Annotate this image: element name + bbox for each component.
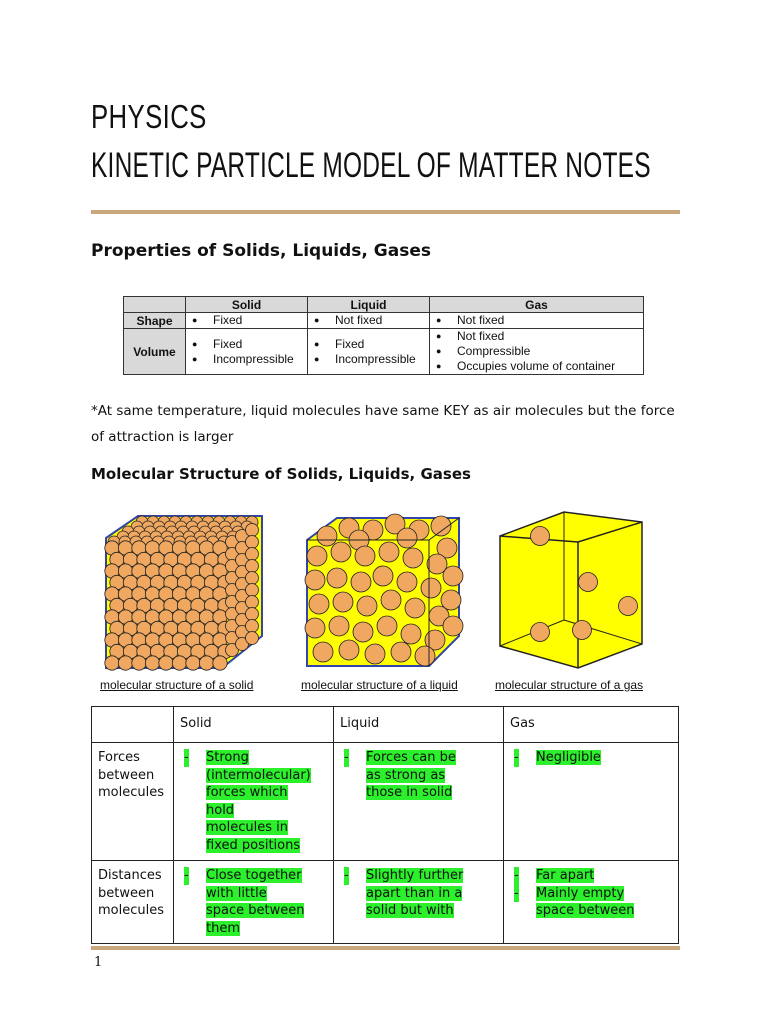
particle — [405, 598, 425, 618]
gas-structure-diagram — [492, 508, 652, 673]
cell-shape-liquid — [308, 313, 430, 329]
list-item: ● Not fixed — [433, 329, 640, 344]
col-header-liquid: Liquid — [334, 707, 504, 743]
list-item: ● Compressible — [433, 344, 640, 359]
list-item: ● Not fixed — [433, 313, 640, 328]
list-item: ● Incompressible — [311, 352, 426, 367]
header-divider — [91, 210, 680, 214]
particle — [579, 573, 598, 592]
col-header-solid: Solid — [174, 707, 334, 743]
list-item: - Negligible — [514, 750, 601, 765]
list-item: ● Not fixed — [311, 313, 426, 328]
temperature-note: *At same temperature, liquid molecules have same KEY as air molecules but the force of attraction is larger — [91, 403, 675, 445]
particle — [105, 656, 119, 670]
particle — [172, 656, 186, 670]
particle — [213, 656, 227, 670]
col-header-liquid: Liquid — [308, 297, 430, 313]
particle — [333, 592, 353, 612]
particle — [246, 620, 259, 633]
particle — [305, 618, 325, 638]
table-header-row — [124, 297, 644, 313]
list-item: - Forces can be as strong as those in solid — [344, 750, 456, 800]
particle — [351, 572, 371, 592]
particle — [246, 548, 259, 561]
particle — [246, 632, 259, 645]
caption-gas: molecular structure of a gas — [495, 678, 644, 692]
particle — [246, 608, 259, 621]
cell-forces-gas — [504, 743, 679, 861]
particle — [246, 524, 259, 537]
particle — [353, 622, 373, 642]
particle — [443, 616, 463, 636]
properties-table — [123, 296, 644, 375]
list-item: - Strong (intermolecular) forces which hold molecules in fixed positions — [184, 750, 311, 853]
table-row-shape — [124, 313, 644, 329]
particle — [329, 616, 349, 636]
particle — [309, 594, 329, 614]
particle — [381, 590, 401, 610]
page-subject: PHYSICS — [91, 98, 207, 135]
comparison-table — [91, 706, 679, 944]
particle — [307, 546, 327, 566]
particle — [365, 644, 385, 664]
list-item: - Slightly further apart than in a solid but with — [344, 868, 464, 918]
footer-divider — [91, 946, 680, 950]
cell-volume-liquid — [308, 329, 430, 375]
col-header-gas: Gas — [504, 707, 679, 743]
table-row-volume — [124, 329, 644, 375]
particle — [397, 572, 417, 592]
list-item: ● Occupies volume of container — [433, 359, 640, 374]
cell-distances-gas — [504, 861, 679, 944]
col-header-gas: Gas — [430, 297, 644, 313]
particle — [415, 646, 435, 666]
particle — [246, 560, 259, 573]
particle — [246, 584, 259, 597]
particle — [339, 640, 359, 660]
corner-cell — [124, 297, 186, 313]
caption-solid: molecular structure of a solid — [100, 678, 254, 692]
page-title: KINETIC PARTICLE MODEL OF MATTER NOTES — [91, 146, 651, 185]
particle — [327, 568, 347, 588]
row-header-volume: Volume — [124, 329, 186, 375]
list-item: - Far apart — [514, 868, 595, 883]
particle — [379, 542, 399, 562]
particle — [531, 527, 550, 546]
particle — [246, 572, 259, 585]
particle — [317, 526, 337, 546]
particle — [145, 656, 159, 670]
liquid-structure-diagram — [297, 508, 467, 673]
table-row-distances — [92, 861, 679, 944]
particle — [357, 596, 377, 616]
table-header-row — [92, 707, 679, 743]
corner-cell — [92, 707, 174, 743]
row-header-forces: Forces between molecules — [92, 743, 174, 861]
particle — [573, 621, 592, 640]
particle — [373, 566, 393, 586]
particle — [246, 596, 259, 609]
particle — [331, 542, 351, 562]
list-item: ● Fixed — [311, 337, 426, 352]
cell-forces-liquid — [334, 743, 504, 861]
particle — [391, 642, 411, 662]
row-header-shape: Shape — [124, 313, 186, 329]
row-header-distances: Distances between molecules — [92, 861, 174, 944]
cell-distances-liquid — [334, 861, 504, 944]
list-item: ● Fixed — [189, 313, 304, 328]
section-heading-structure: Molecular Structure of Solids, Liquids, Gases — [91, 465, 471, 483]
particle — [199, 656, 213, 670]
particle — [118, 656, 132, 670]
particle — [421, 578, 441, 598]
particle — [186, 656, 200, 670]
particle — [403, 548, 423, 568]
particle — [132, 656, 146, 670]
cell-shape-gas — [430, 313, 644, 329]
particle — [246, 536, 259, 549]
particle — [531, 623, 550, 642]
particle — [355, 546, 375, 566]
cell-distances-solid — [174, 861, 334, 944]
cell-forces-solid — [174, 743, 334, 861]
particle — [159, 656, 173, 670]
page-number: 1 — [94, 955, 103, 970]
particle — [305, 570, 325, 590]
solid-structure-diagram — [98, 508, 268, 673]
caption-liquid: molecular structure of a liquid — [301, 678, 458, 692]
particle — [401, 624, 421, 644]
particle — [443, 566, 463, 586]
cell-volume-solid — [186, 329, 308, 375]
particle — [619, 597, 638, 616]
list-item: - Close together with little space between them — [184, 868, 305, 936]
cell-shape-solid — [186, 313, 308, 329]
list-item: ● Incompressible — [189, 352, 304, 367]
cell-volume-gas — [430, 329, 644, 375]
particle — [377, 616, 397, 636]
col-header-solid: Solid — [186, 297, 308, 313]
particle — [397, 528, 417, 548]
table-row-forces — [92, 743, 679, 861]
cube-outline — [500, 512, 642, 668]
list-item: - Mainly empty space between — [514, 885, 635, 918]
list-item: ● Fixed — [189, 337, 304, 352]
section-heading-properties: Properties of Solids, Liquids, Gases — [91, 241, 431, 261]
particle — [313, 642, 333, 662]
